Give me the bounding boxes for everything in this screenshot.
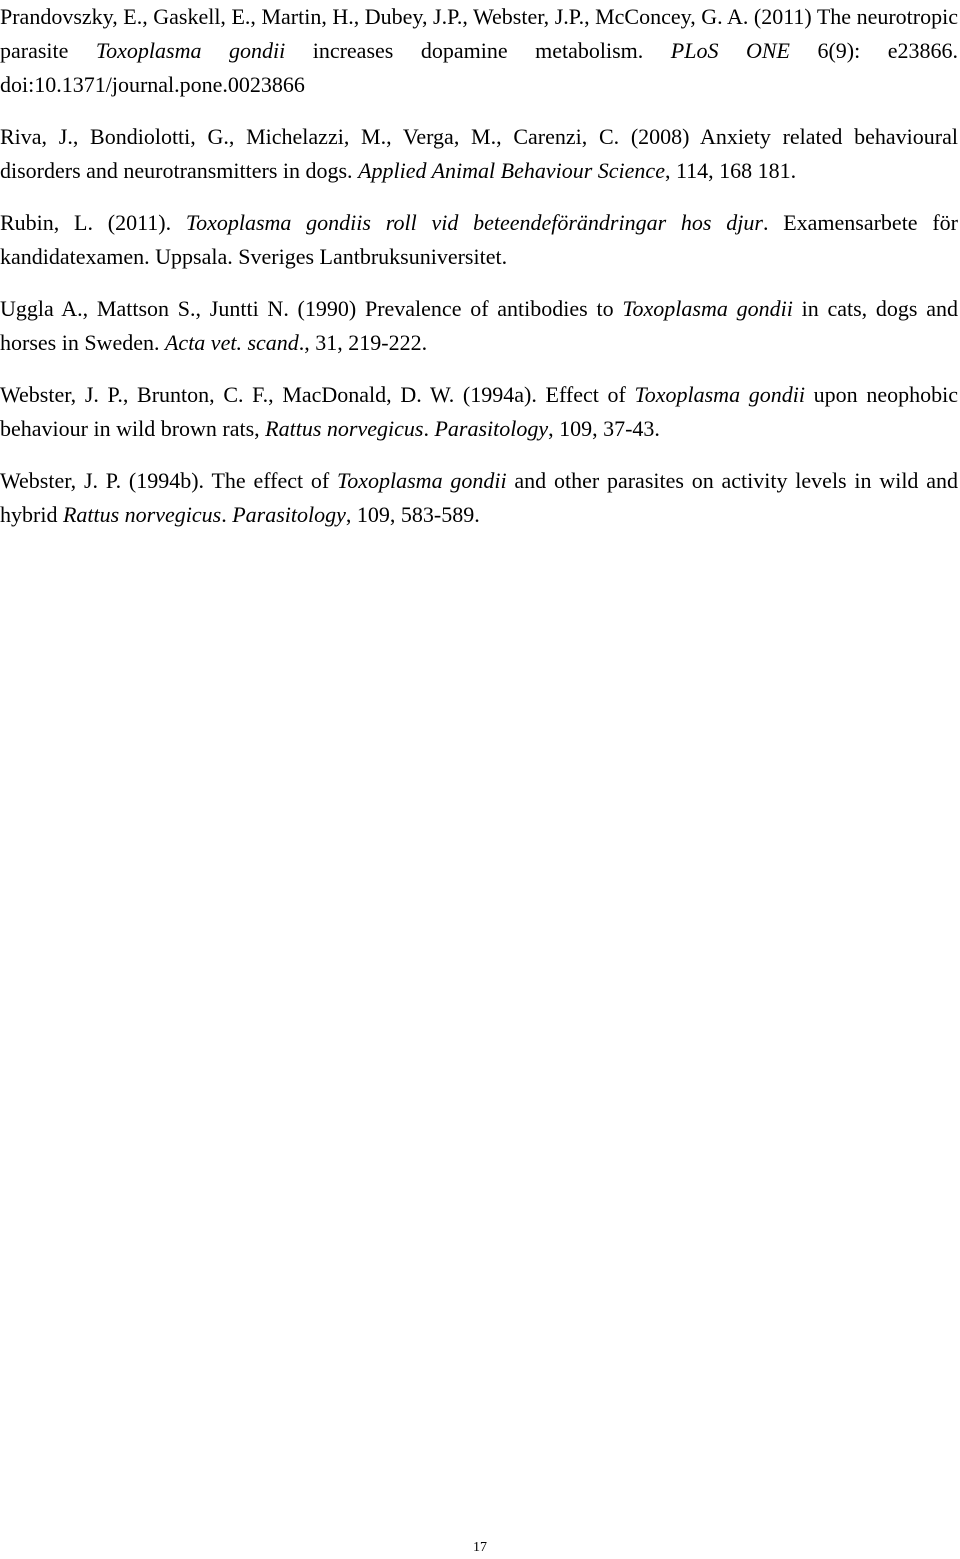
reference-text: Riva, J., Bondiolotti, G., Michelazzi, M., Verga, M., Carenzi, C. (2008) Anxiety related behavioural disorders and neurotransmitters in dogs. <box>0 124 958 183</box>
reference-italic-text: Rattus norvegicus <box>62 502 222 527</box>
reference-list <box>0 0 958 550</box>
reference-text: Uggla A., Mattson S., Juntti N. (1990) Prevalence of antibodies to <box>0 296 623 321</box>
reference-text: Rubin, L. (2011). <box>0 210 186 235</box>
reference-text: . <box>423 416 435 441</box>
reference-text: . Examensarbete för kandidatexamen. Uppsala. Sveriges Lantbruksuniversitet. <box>0 210 958 269</box>
reference-text: , 109, 583-589. <box>345 502 480 527</box>
reference-text: 6(9): e23866. doi:10.1371/journal.pone.0023866 <box>0 38 958 97</box>
reference-text: in cats, dogs and horses in Sweden. <box>0 296 958 355</box>
reference-text: increases dopamine metabolism. <box>285 38 671 63</box>
reference-text: Webster, J. P. (1994b). The effect of <box>0 468 338 493</box>
reference-italic-text: Applied Animal Behaviour Science <box>358 158 665 183</box>
reference-italic-text: Toxoplasma gondii <box>634 382 805 407</box>
reference-italic-text: Parasitology <box>434 416 549 441</box>
reference-entry <box>0 378 958 446</box>
reference-text: Webster, J. P., Brunton, C. F., MacDonald, D. W. (1994a). Effect of <box>0 382 635 407</box>
reference-text: upon neophobic behaviour in wild brown rats, <box>0 382 958 441</box>
reference-entry <box>0 0 958 102</box>
reference-entry <box>0 120 958 188</box>
reference-text: Prandovszky, E., Gaskell, E., Martin, H., Dubey, J.P., Webster, J.P., McConcey, G. A. (2011) The neurotropic parasite <box>0 4 958 63</box>
reference-entry <box>0 464 958 532</box>
reference-text: and other parasites on activity levels in wild and hybrid <box>0 468 958 527</box>
reference-text: , 109, 37-43. <box>548 416 660 441</box>
reference-italic-text: Parasitology <box>232 502 346 527</box>
page-number: 17 <box>473 1540 487 1555</box>
reference-italic-text: Toxoplasma gondii <box>95 38 286 63</box>
reference-text: , 114, 168 181. <box>664 158 797 183</box>
reference-italic-text: Toxoplasma gondii <box>622 296 793 321</box>
reference-italic-text: Toxoplasma gondiis roll vid beteendeförändringar hos djur <box>185 210 763 235</box>
reference-entry <box>0 292 958 360</box>
reference-text: ., 31, 219-222. <box>298 330 428 355</box>
reference-italic-text: Toxoplasma gondii <box>337 468 507 493</box>
reference-text: . <box>221 502 233 527</box>
reference-italic-text: Acta vet. scand <box>164 330 299 355</box>
reference-entry <box>0 206 958 274</box>
reference-italic-text: Rattus norvegicus <box>265 416 424 441</box>
reference-italic-text: PLoS ONE <box>670 38 790 63</box>
